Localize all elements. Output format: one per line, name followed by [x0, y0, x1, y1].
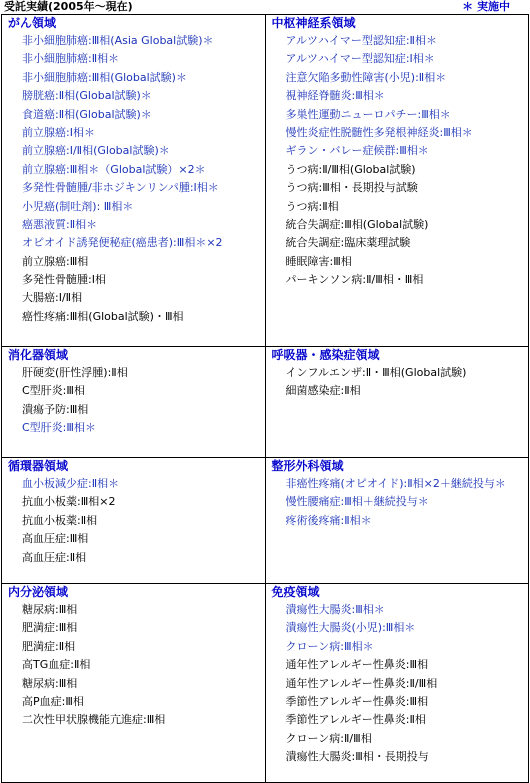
trial-list	[4, 601, 265, 730]
section-content	[2, 15, 265, 326]
trial-item: 高血圧症:Ⅲ相	[22, 532, 89, 546]
trial-item: 糖尿病:Ⅲ相	[22, 603, 78, 616]
trial-list	[268, 364, 529, 401]
trial-item: 肥満症:Ⅲ相	[22, 621, 78, 635]
section-oncology	[2, 15, 266, 347]
trial-item-ongoing: ギラン・バレー症候群:Ⅲ相＊	[285, 144, 429, 158]
trial-item-ongoing: 多発性骨髄腫/非ホジキンリンパ腫:Ⅰ相＊	[22, 181, 219, 195]
trial-list	[268, 601, 529, 767]
trial-item: 通年性アレルギー性鼻炎:Ⅱ/Ⅲ相	[285, 676, 438, 690]
section-orthopedic	[265, 458, 529, 584]
trial-item: 細菌感染症:Ⅱ相	[285, 384, 361, 398]
trial-item: パーキンソン病:Ⅱ/Ⅲ相・Ⅲ相	[285, 273, 424, 287]
page-title: 受託実績(2005年〜現在)	[4, 0, 133, 13]
table-row	[2, 458, 529, 584]
trial-item: 高血圧症:Ⅱ相	[22, 550, 87, 564]
trial-item: 肝硬変(肝性浮腫):Ⅱ相	[22, 366, 128, 379]
trial-item-ongoing: 疼術後疼痛:Ⅱ相＊	[285, 513, 372, 527]
section-title: 呼吸器・感染症領域	[271, 348, 380, 362]
trial-item: インフルエンザ:Ⅱ・Ⅲ相(Global試験)	[285, 366, 467, 379]
trial-item-ongoing: オピオイド誘発便秘症(癌患者):Ⅲ相＊×2	[22, 236, 223, 250]
section-content	[266, 15, 529, 289]
section-title: 内分泌領域	[8, 585, 69, 599]
section-content	[266, 458, 529, 530]
section-content	[2, 458, 265, 567]
section-immunology	[265, 584, 529, 783]
section-title: 循環器領域	[8, 459, 69, 473]
trial-item: 季節性アレルギー性鼻炎:Ⅱ相	[285, 713, 426, 727]
trial-item-ongoing: 非小細胞肺癌:Ⅲ相(Asia Global試験)＊	[22, 34, 214, 47]
trial-item: 糖尿病:Ⅲ相	[22, 676, 78, 690]
trial-item-ongoing: 血小板減少症:Ⅱ相＊	[22, 477, 120, 490]
trial-item: うつ病:Ⅱ相	[285, 199, 339, 213]
trial-item-ongoing: アルツハイマー型認知症:Ⅱ相＊	[285, 34, 437, 47]
trial-item-ongoing: 視神経脊髄炎:Ⅲ相＊	[285, 89, 385, 103]
section-content	[2, 584, 265, 730]
trial-item-ongoing: 潰瘍性大腸炎(小児):Ⅲ相＊	[285, 621, 416, 635]
trial-item: 癌性疼痛:Ⅲ相(Global試験)・Ⅲ相	[22, 309, 184, 323]
trial-item: 潰瘍予防:Ⅲ相	[22, 402, 89, 416]
section-content	[2, 347, 265, 438]
trial-item: 抗血小板薬:Ⅲ相×2	[22, 495, 116, 509]
trial-item: 潰瘍性大腸炎:Ⅲ相・長期投与	[285, 750, 429, 764]
trial-item: C型肝炎:Ⅲ相	[22, 384, 85, 398]
trial-item: 高TG血症:Ⅱ相	[22, 658, 91, 672]
trial-item: 多発性骨髄腫:Ⅰ相	[22, 273, 106, 287]
trial-item: 二次性甲状腺機能亢進症:Ⅲ相	[22, 713, 166, 727]
trial-item-ongoing: クローン病:Ⅲ相＊	[285, 639, 374, 653]
trial-list	[268, 475, 529, 530]
page-header	[0, 0, 530, 14]
trial-item: 季節性アレルギー性鼻炎:Ⅲ相	[285, 694, 429, 708]
trial-item-ongoing: 非癌性疼痛(オピオイド):Ⅱ相×2＋継続投与＊	[285, 477, 506, 490]
trial-item-ongoing: 膀胱癌:Ⅱ相(Global試験)＊	[22, 89, 152, 103]
trial-item: 高P血症:Ⅲ相	[22, 694, 84, 708]
trial-item-ongoing: 慢性腰痛症:Ⅲ相＋継続投与＊	[285, 495, 429, 509]
trial-item-ongoing: 癌悪液質:Ⅱ相＊	[22, 217, 98, 231]
section-title: 中枢神経系領域	[271, 16, 356, 30]
trial-item: 前立腺癌:Ⅲ相	[22, 254, 89, 268]
trial-item: 抗血小板薬:Ⅱ相	[22, 513, 98, 527]
trial-item-ongoing: 小児癌(制吐剤): Ⅲ相＊	[22, 199, 134, 213]
section-respiratory	[265, 347, 529, 458]
section-cns	[265, 15, 529, 347]
trial-item-ongoing: 前立腺癌:Ⅰ相＊	[22, 125, 95, 139]
trial-item-ongoing: 潰瘍性大腸炎:Ⅲ相＊	[285, 603, 385, 616]
section-title: がん領域	[8, 16, 57, 30]
trial-item-ongoing: 前立腺癌:Ⅰ/Ⅱ相(Global試験)＊	[22, 144, 170, 158]
section-endocrine	[2, 584, 266, 783]
trial-list	[4, 364, 265, 438]
trial-item: 肥満症:Ⅱ相	[22, 639, 76, 653]
trial-item-ongoing: 注意欠陥多動性障害(小児):Ⅱ相＊	[285, 70, 447, 84]
section-cardio	[2, 458, 266, 584]
trial-item: 統合失調症:臨床薬理試験	[285, 236, 411, 250]
trial-item-ongoing: 多巣性運動ニューロパチー:Ⅲ相＊	[285, 107, 451, 121]
trial-item: 統合失調症:Ⅲ相(Global試験)	[285, 217, 429, 231]
section-content	[266, 584, 529, 767]
trial-item-ongoing: 前立腺癌:Ⅲ相＊（Global試験）×2＊	[22, 162, 206, 176]
section-title: 整形外科領域	[271, 459, 344, 473]
trial-item: 通年性アレルギー性鼻炎:Ⅲ相	[285, 658, 429, 672]
trial-item: クローン病:Ⅱ/Ⅲ相	[285, 731, 372, 745]
therapeutic-area-table	[1, 14, 529, 783]
trial-item: うつ病:Ⅱ/Ⅲ相(Global試験)	[285, 162, 416, 176]
table-row	[2, 15, 529, 347]
table-row	[2, 347, 529, 458]
table-row	[2, 584, 529, 783]
trial-list	[4, 32, 265, 326]
trial-list	[4, 475, 265, 567]
section-content	[266, 347, 529, 401]
trial-item-ongoing: C型肝炎:Ⅲ相＊	[22, 421, 96, 435]
ongoing-legend: ＊ 実施中	[462, 0, 510, 13]
trial-item-ongoing: 非小細胞肺癌:Ⅲ相(Global試験)＊	[22, 70, 187, 84]
trial-item: うつ病:Ⅲ相・長期投与試験	[285, 181, 418, 195]
section-title: 消化器領域	[8, 348, 69, 362]
trial-item-ongoing: 慢性炎症性脱髄性多発根神経炎:Ⅲ相＊	[285, 125, 473, 139]
section-title: 免疫領域	[271, 585, 320, 599]
trial-list	[268, 32, 529, 289]
trial-item: 睡眠障害:Ⅲ相	[285, 254, 352, 268]
trial-item-ongoing: アルツハイマー型認知症:Ⅰ相＊	[285, 52, 435, 66]
trial-item: 大腸癌:Ⅰ/Ⅱ相	[22, 291, 83, 305]
section-gastro	[2, 347, 266, 458]
trial-item-ongoing: 非小細胞肺癌:Ⅱ相＊	[22, 52, 120, 66]
trial-item-ongoing: 食道癌:Ⅱ相(Global試験)＊	[22, 107, 152, 121]
